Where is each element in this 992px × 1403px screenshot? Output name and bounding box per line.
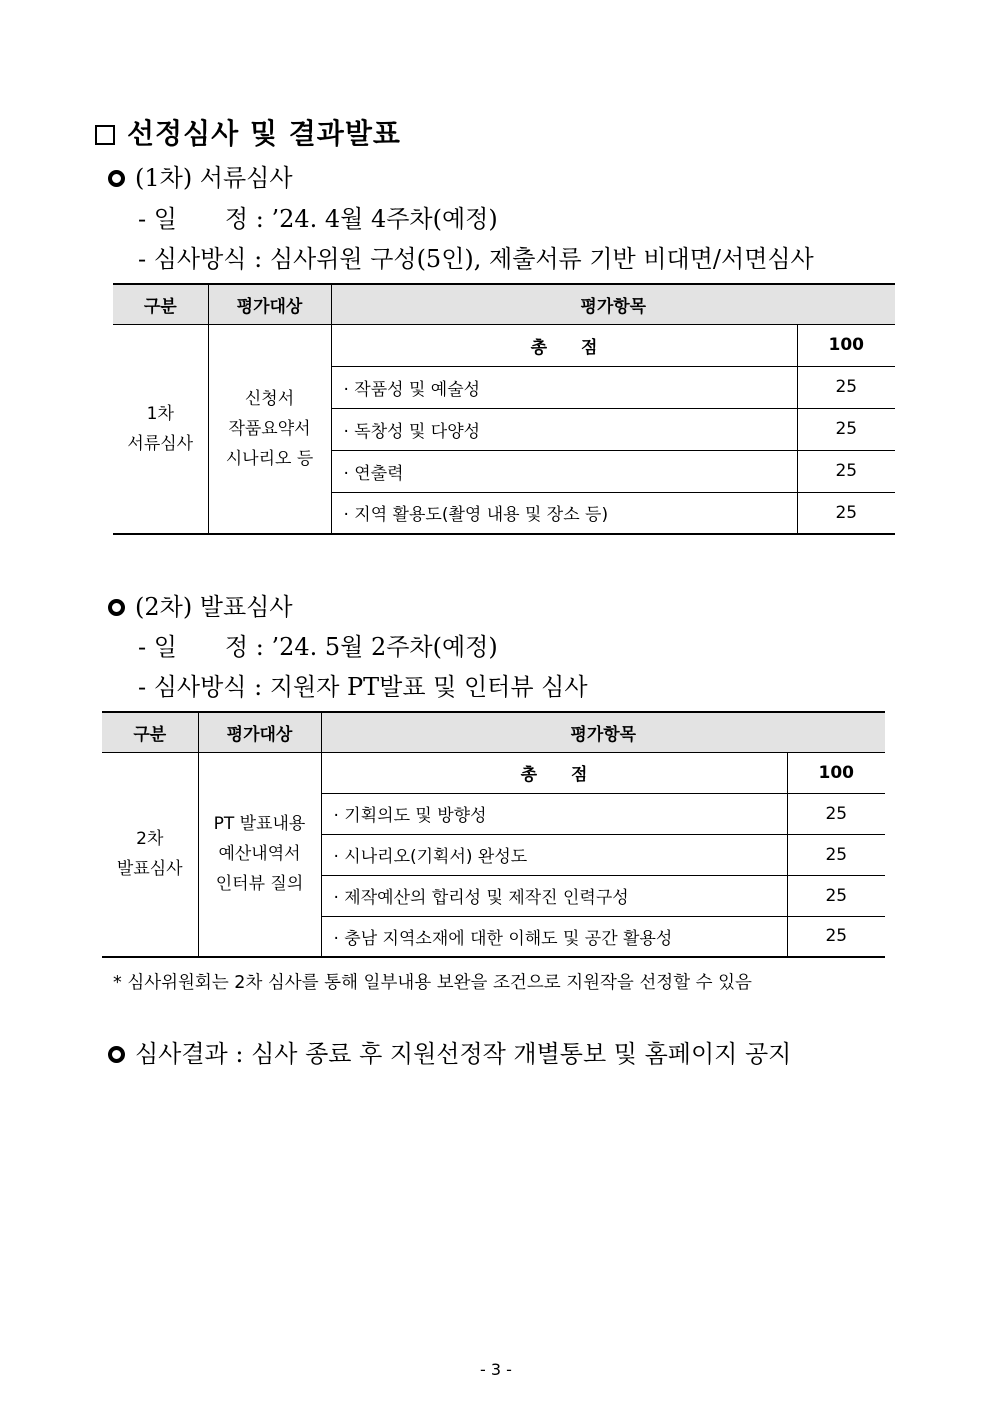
total-value: 100 [787,752,885,793]
section-title-text: 선정심사 및 결과발표 [127,117,401,150]
round1-eval-table [113,283,895,535]
item-name: · 독창성 및 다양성 [331,408,797,450]
header-items: 평가항목 [331,284,895,324]
round2-method [138,667,588,702]
round2-schedule [138,627,498,662]
round1-schedule-label: - 일 정 [138,205,249,233]
round2-method-label: - 심사방식 [138,673,247,701]
round2-heading [108,587,293,622]
header-category: 구분 [102,712,198,752]
category-line: 서류심사 [127,433,194,454]
item-name: · 기획의도 및 방향성 [321,793,787,834]
header-items: 평가항목 [321,712,885,752]
target-line: 신청서 [244,388,295,409]
target-cell [198,752,321,957]
header-target: 평가대상 [208,284,331,324]
total-label: 총 점 [321,752,787,793]
round2-schedule-value: : ’24. 5월 2주차(예정) [255,633,498,661]
target-line: 예산내역서 [218,844,301,865]
round1-method [138,239,814,274]
total-label: 총 점 [331,324,797,366]
footnote: * 심사위원회는 2차 심사를 통해 일부내용 보완을 조건으로 지원작을 선정할 수 있음 [113,973,752,993]
round1-schedule [138,199,498,234]
item-score: 25 [787,875,885,916]
circle-bullet-icon [108,599,125,616]
category-cell [102,752,198,957]
round1-method-label: - 심사방식 [138,245,247,273]
item-name: · 충남 지역소재에 대한 이해도 및 공간 활용성 [321,916,787,957]
round1-method-value: : 심사위원 구성(5인), 제출서류 기반 비대면/서면심사 [254,245,814,273]
category-line: 1차 [146,403,174,424]
total-value: 100 [797,324,895,366]
checkbox-square-icon [95,125,115,145]
round1-heading [108,158,293,193]
round1-schedule-value: : ’24. 4월 4주차(예정) [255,205,498,233]
category-line: 발표심사 [116,859,183,880]
item-name: · 지역 활용도(촬영 내용 및 장소 등) [331,492,797,534]
target-line: PT 발표내용 [213,814,306,835]
category-line: 2차 [136,829,164,850]
round2-heading-text: (2차) 발표심사 [135,593,293,621]
round2-schedule-label: - 일 정 [138,633,249,661]
round2-method-value: : 지원자 PT발표 및 인터뷰 심사 [254,673,588,701]
item-name: · 제작예산의 합리성 및 제작진 인력구성 [321,875,787,916]
circle-bullet-icon [108,1046,125,1063]
category-cell [113,324,208,534]
item-score: 25 [797,450,895,492]
item-name: · 작품성 및 예술성 [331,366,797,408]
target-line: 인터뷰 질의 [215,874,304,895]
item-score: 25 [787,834,885,875]
item-score: 25 [797,366,895,408]
target-line: 시나리오 등 [225,448,314,469]
section-title [95,112,401,152]
result-text: 심사결과 : 심사 종료 후 지원선정작 개별통보 및 홈페이지 공지 [135,1040,792,1068]
target-line: 작품요약서 [228,418,311,439]
item-name: · 시나리오(기획서) 완성도 [321,834,787,875]
item-score: 25 [787,793,885,834]
target-cell [208,324,331,534]
result-line [108,1034,791,1069]
item-score: 25 [797,408,895,450]
item-score: 25 [787,916,885,957]
circle-bullet-icon [108,170,125,187]
round1-heading-text: (1차) 서류심사 [135,164,293,192]
header-target: 평가대상 [198,712,321,752]
item-name: · 연출력 [331,450,797,492]
page-number: - 3 - [480,1360,512,1379]
item-score: 25 [797,492,895,534]
round2-eval-table [102,711,885,958]
header-category: 구분 [113,284,208,324]
